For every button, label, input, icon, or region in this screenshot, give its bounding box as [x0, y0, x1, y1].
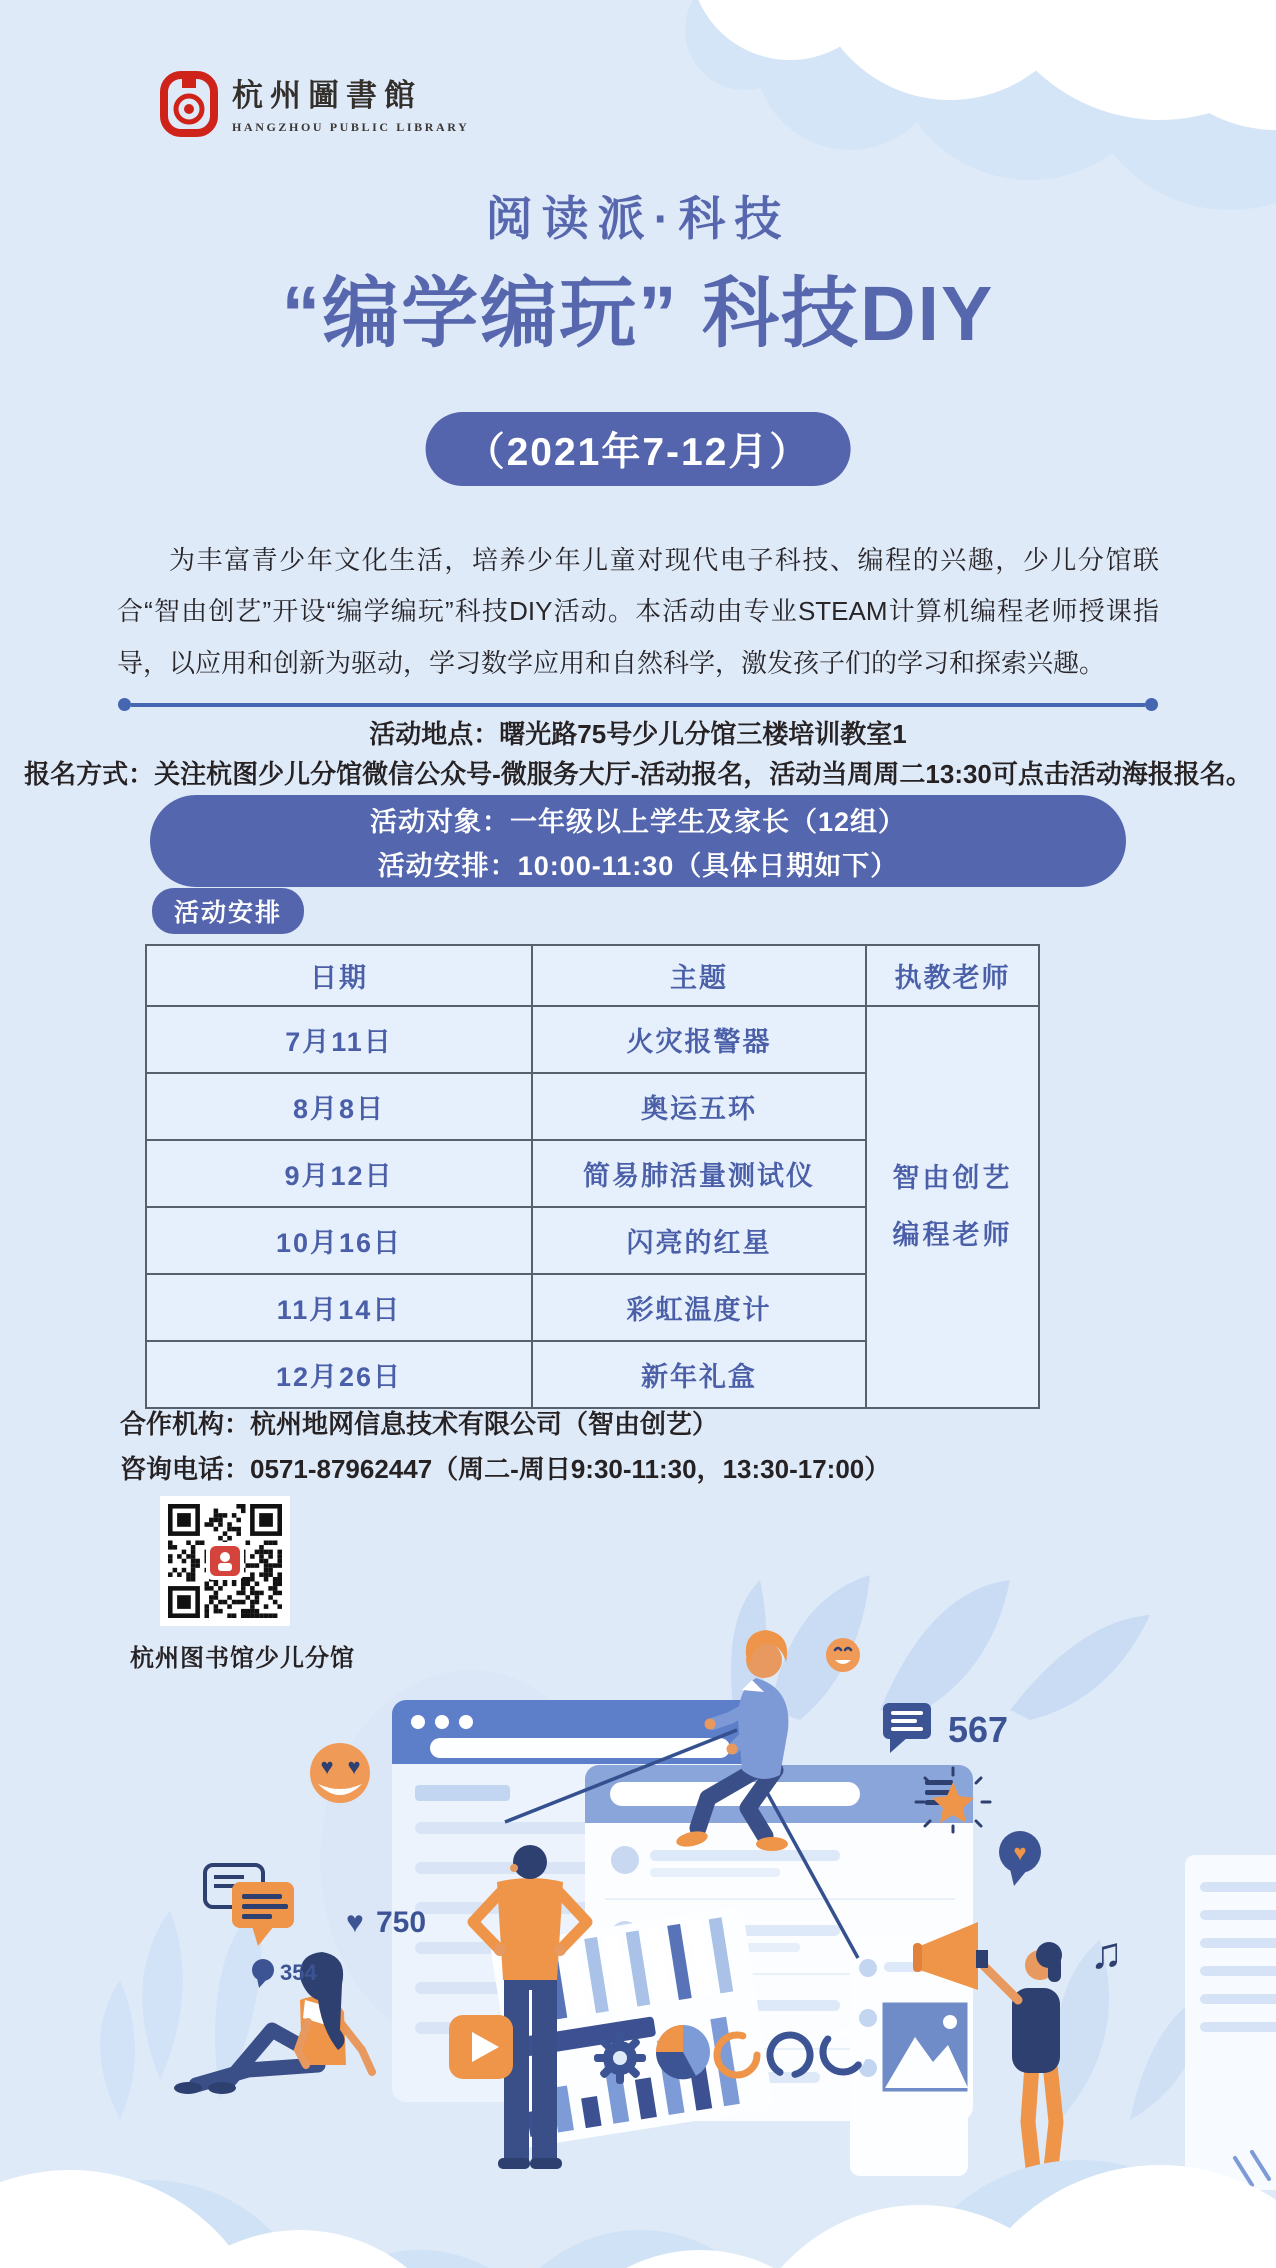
- partner-info: 合作机构：杭州地网信息技术有限公司（智由创艺）: [120, 1409, 719, 1439]
- cell-topic: 新年礼盒: [532, 1341, 866, 1408]
- section-tag-schedule: 活动安排: [152, 888, 304, 934]
- cell-topic: 闪亮的红星: [532, 1207, 866, 1274]
- likes-count: 750: [376, 1906, 427, 1939]
- library-logo: [158, 70, 469, 138]
- qr-caption: 杭州图书馆少儿分馆: [130, 1645, 355, 1672]
- cell-date: 11月14日: [146, 1274, 532, 1341]
- heart-icon: ♥: [346, 1906, 364, 1939]
- col-header-teacher: 执教老师: [866, 945, 1039, 1006]
- page-title: “编学编玩” 科技DIY: [281, 271, 995, 357]
- svg-text:♥: ♥: [347, 1754, 361, 1779]
- table-header-row: [146, 945, 1039, 1006]
- activity-schedule: 活动安排：10:00-11:30（具体日期如下）: [377, 850, 899, 881]
- schedule-table: [145, 944, 1040, 1409]
- col-header-topic: 主题: [532, 945, 866, 1006]
- svg-text:♥: ♥: [1013, 1840, 1027, 1865]
- cell-topic: 简易肺活量测试仪: [532, 1140, 866, 1207]
- cell-date: 12月26日: [146, 1341, 532, 1408]
- qr-center-logo: [206, 1542, 244, 1580]
- registration-method: 报名方式：关注杭图少儿分馆微信公众号-微服务大厅-活动报名，活动当周周二13:30可点击活动海报报名。: [24, 759, 1252, 789]
- smile-emoji-icon: [826, 1638, 860, 1672]
- comment-bubble-icon: [883, 1703, 931, 1753]
- list-card: [1185, 1855, 1276, 2190]
- col-header-date: 日期: [146, 945, 532, 1006]
- cell-topic: 奥运五环: [532, 1073, 866, 1140]
- heart-eyes-emoji-icon: [310, 1743, 370, 1803]
- date-range-badge: （2021年7-12月）: [426, 412, 851, 486]
- comments-count: 567: [948, 1709, 1009, 1750]
- play-button-icon: [449, 2015, 513, 2079]
- cell-date: 10月16日: [146, 1207, 532, 1274]
- library-seal-icon: [158, 70, 220, 138]
- svg-text:♥: ♥: [320, 1754, 334, 1779]
- intro-paragraph: 为丰富青少年文化生活，培养少年儿童对现代电子科技、编程的兴趣，少儿分馆联合“智由创艺”开设“编学编玩”科技DIY活动。本活动由专业STEAM计算机编程老师授课指导，以应用和创新为驱动，学习数学应用和自然科学，激发孩子们的学习和探索兴趣。: [117, 545, 1159, 678]
- image-card-icon: [880, 2000, 970, 2094]
- pie-chart-icon: [656, 2025, 710, 2079]
- activity-info-banner: [150, 795, 1126, 887]
- cell-date: 7月11日: [146, 1006, 532, 1073]
- music-note-icon: ♫: [1090, 1929, 1123, 1978]
- series-title: 阅读派·科技: [485, 192, 791, 245]
- cell-date: 8月8日: [146, 1073, 532, 1140]
- replies-count: 354: [280, 1960, 317, 1985]
- heart-bubble-icon: [999, 1831, 1041, 1886]
- activity-location: 活动地点：曙光路75号少儿分馆三楼培训教室1: [369, 719, 907, 749]
- cell-topic: 彩虹温度计: [532, 1274, 866, 1341]
- table-row: [146, 1006, 1039, 1073]
- cell-teacher: 智由创艺 编程老师: [866, 1006, 1039, 1408]
- library-name-cn: 杭州圖書館: [232, 78, 422, 114]
- phone-info: 咨询电话：0571-87962447（周二-周日9:30-11:30，13:30-17:00）: [120, 1454, 891, 1484]
- qr-code: [160, 1496, 290, 1626]
- cell-date: 9月12日: [146, 1140, 532, 1207]
- cloud-decoration-bottom: [0, 2160, 1276, 2268]
- divider: [118, 698, 1158, 711]
- gear-icon: [594, 2032, 646, 2084]
- cell-topic: 火灾报警器: [532, 1006, 866, 1073]
- library-name-en: HANGZHOU PUBLIC LIBRARY: [232, 120, 470, 134]
- activity-audience: 活动对象：一年级以上学生及家长（12组）: [369, 806, 907, 837]
